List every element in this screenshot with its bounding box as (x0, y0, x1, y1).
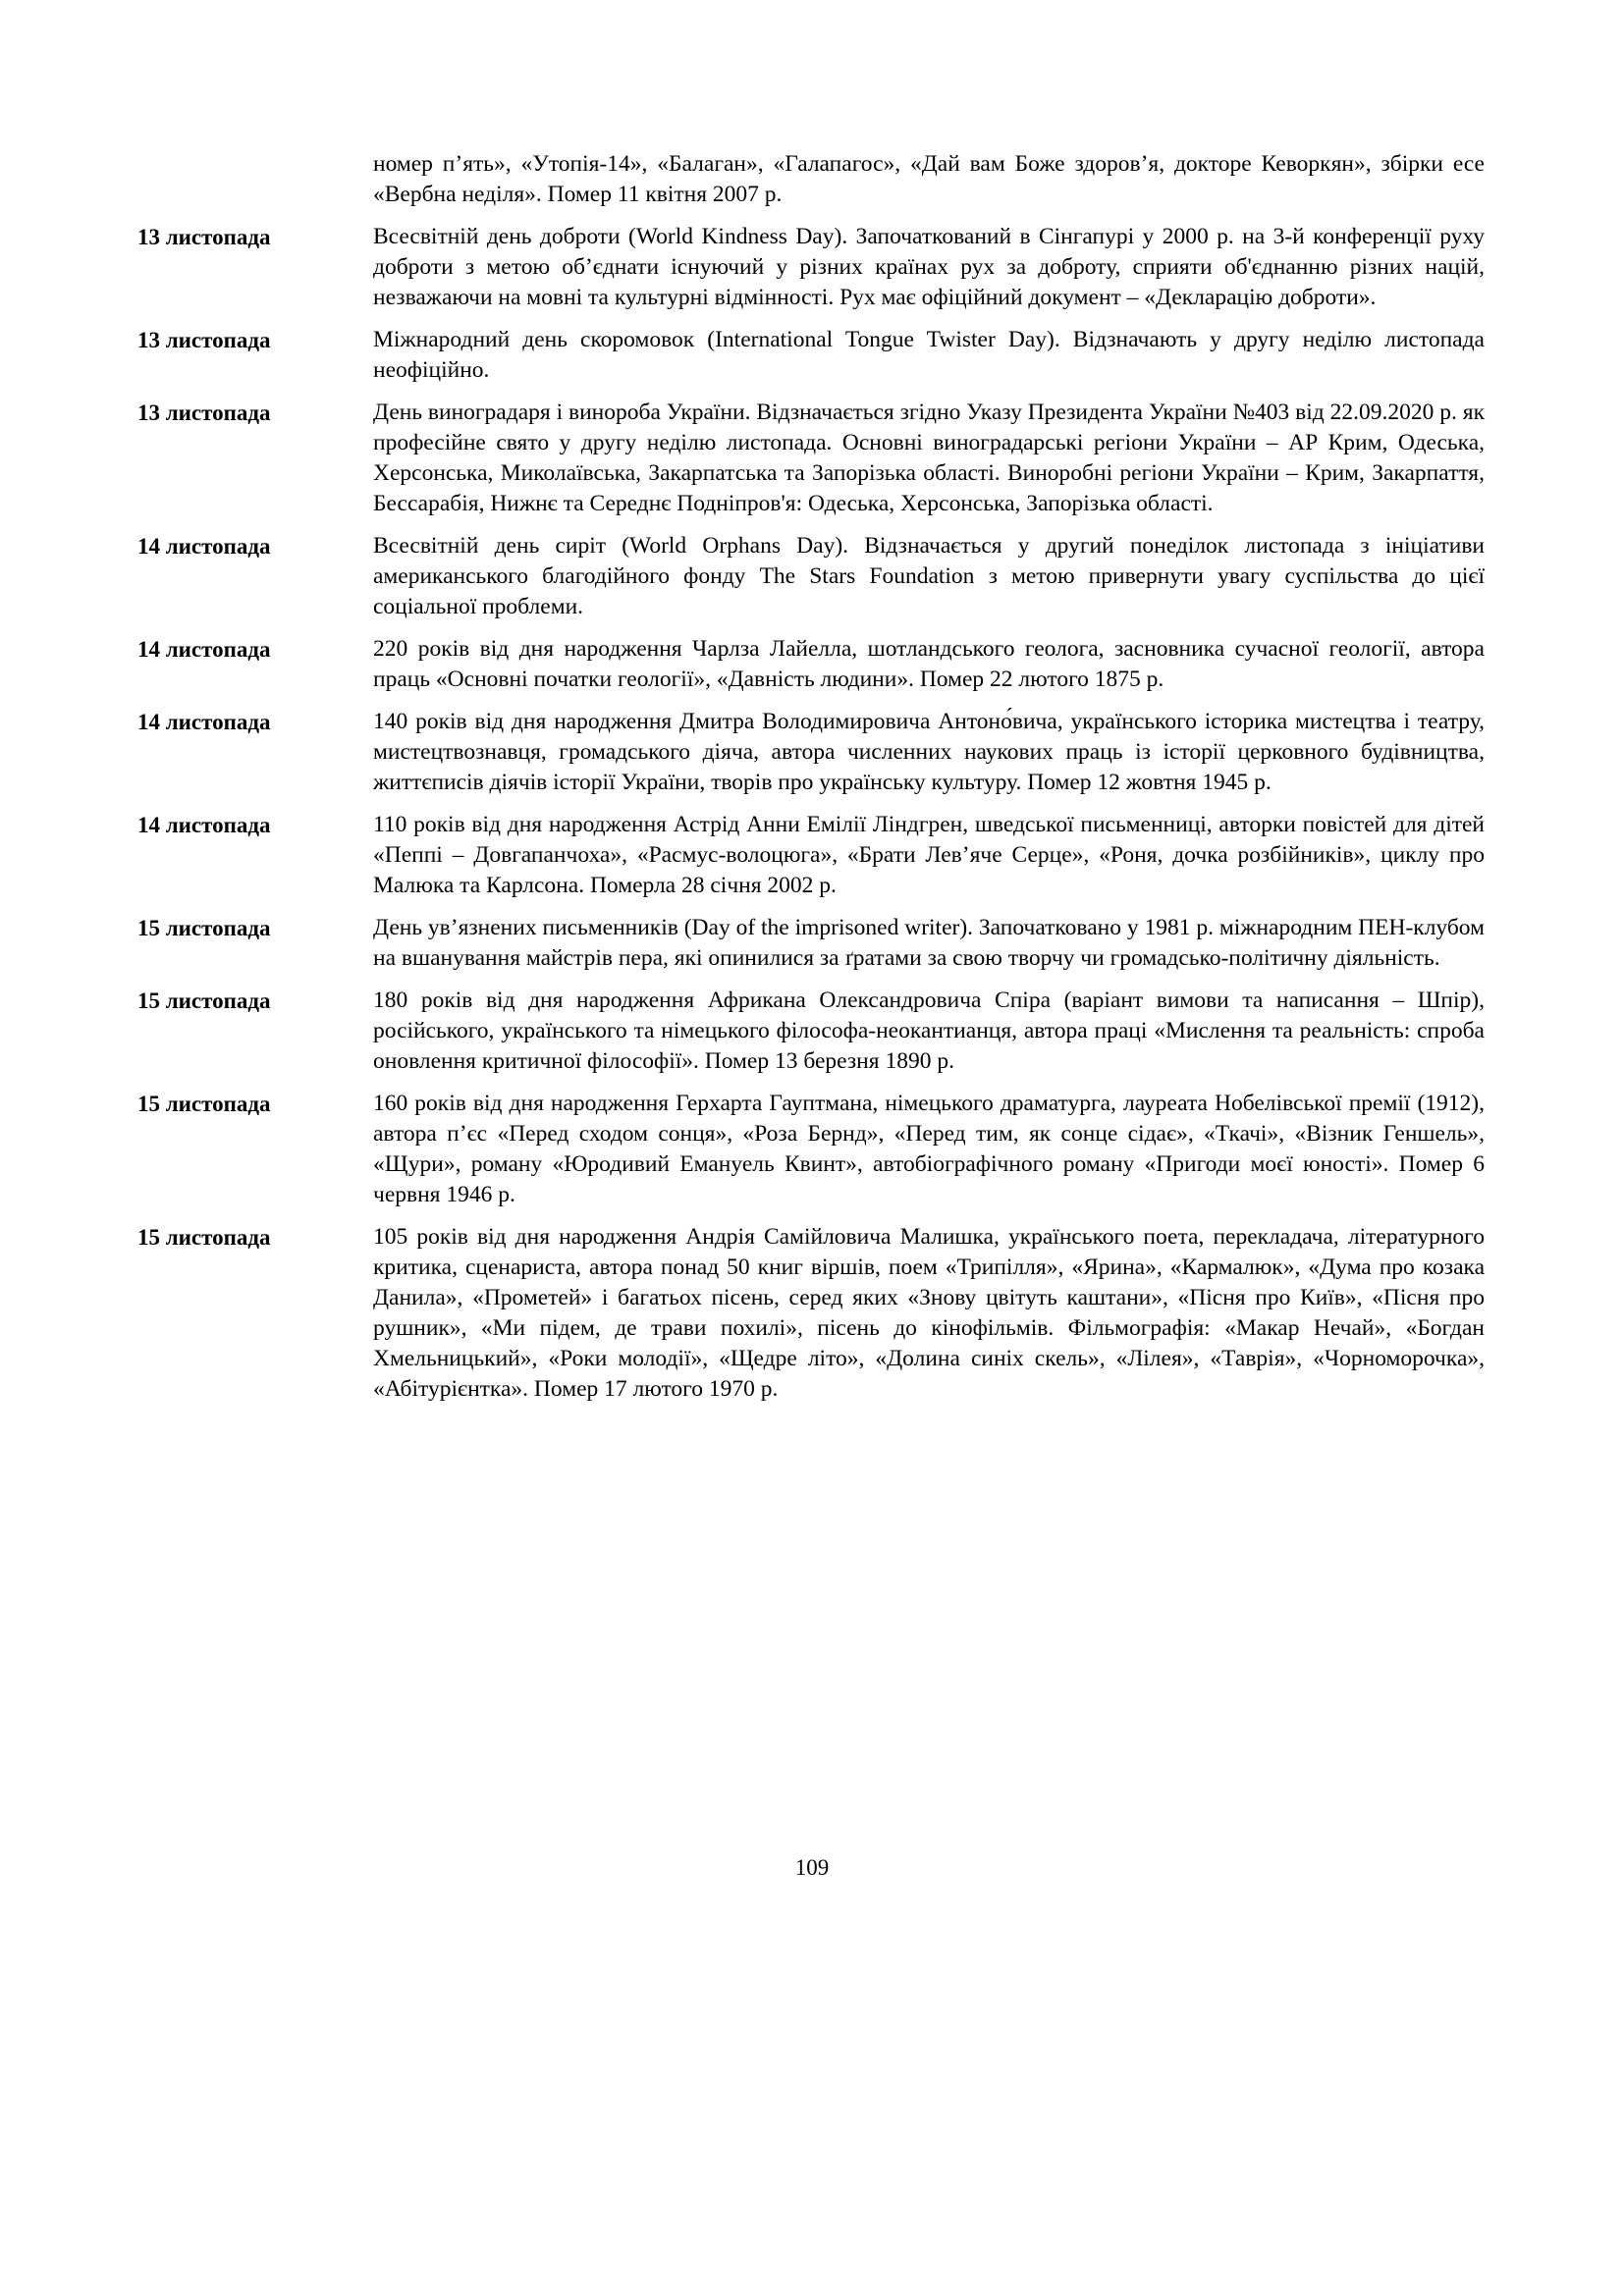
continuation-entry (137, 149, 1485, 210)
entry-date: 15 листопада (137, 1092, 271, 1116)
calendar-entry (137, 222, 1485, 313)
calendar-entry (137, 325, 1485, 386)
entry-text: номер п’ять», «Утопія-14», «Балаган», «Галапагос», «Дай вам Боже здоров’я, докторе Кеворкян», збірки есе «Вербна неділя». Помер 11 квітня 2007 р. (373, 151, 1485, 207)
entry-date: 14 листопада (137, 813, 271, 837)
calendar-entry (137, 398, 1485, 519)
calendar-entry (137, 913, 1485, 974)
entry-date: 14 листопада (137, 710, 271, 734)
entry-text: 180 років від дня народження Африкана Олександровича Спіра (варіант вимови та написання – Шпір), російського, українського та німецького філософа-неокантианця, автора праці «Мислення та реальність: спроба оновлення критичної філософії». Помер 13 березня 1890 р. (373, 988, 1485, 1074)
calendar-entry (137, 1089, 1485, 1210)
entry-date: 15 листопада (137, 916, 271, 940)
page-number: 109 (794, 1855, 830, 1880)
entry-text: Всесвітній день доброти (World Kindness Day). Започаткований в Сінгапурі у 2000 р. на 3-й конференції руху доброти з метою об’єднати існуючий у різних країнах рух за доброту, сприяти об'єднанню різних націй, незважаючи на мовні та культурні відмінності. Рух має офіційний документ – «Декларацію доброти». (373, 224, 1485, 310)
entry-date: 14 листопада (137, 534, 271, 559)
entry-date: 13 листопада (137, 225, 271, 249)
calendar-entry (137, 986, 1485, 1077)
calendar-entry (137, 531, 1485, 622)
entry-text: 220 років від дня народження Чарлза Лайелла, шотландського геолога, засновника сучасної геології, автора праць «Основні початки геології», «Давність людини». Помер 22 лютого 1875 р. (373, 636, 1485, 692)
entry-text: Всесвітній день сиріт (World Orphans Day). Відзначається у другий понеділок листопада з ініціативи американського благодійного фонду The Stars Foundation з метою привернути увагу суспільства до цієї соціальної проблеми. (373, 533, 1485, 619)
entry-text: День ув’язнених письменників (Day of the imprisoned writer). Започатковано у 1981 р. міжнародним ПЕН-клубом на вшанування майстрів пера, які опинилися за ґратами за свою творчу чи громадсько-політичну діяльність. (373, 915, 1485, 971)
calendar-entry (137, 707, 1485, 798)
calendar-entry (137, 1222, 1485, 1405)
entry-text: 140 років від дня народження Дмитра Володимировича Антоно́вича, українського історика мистецтва і театру, мистецтвознавця, громадського діяча, автора численних наукових праць із історії церковного будівництва, життєписів діячів історії України, творів про українську культуру. Помер 12 жовтня 1945 р. (373, 709, 1485, 795)
entry-text: Міжнародний день скоромовок (International Tongue Twister Day). Відзначають у другу неділю листопада неофіційно. (373, 327, 1485, 383)
calendar-list (137, 149, 1485, 1416)
entry-date: 14 листопада (137, 637, 271, 662)
entry-date: 13 листопада (137, 328, 271, 352)
entry-date: 15 листопада (137, 988, 271, 1013)
entry-date: 13 листопада (137, 400, 271, 425)
entry-text: 105 років від дня народження Андрія Самійловича Малишка, українського поета, перекладача, літературного критика, сценариста, автора понад 50 книг віршів, поем «Трипілля», «Ярина», «Кармалюк», «Дума про козака Данила», «Прометей» і багатьох пісень, серед яких «Знову цвітуть каштани», «Пісня про Київ», «Пісня про рушник», «Ми підем, де трави похилі», пісень до кінофільмів. Фільмографія: «Макар Нечай», «Богдан Хмельницький», «Роки молодії», «Щедре літо», «Долина синіх скель», «Лілея», «Таврія», «Чорноморочка», «Абітурієнтка». Помер 17 лютого 1970 р. (373, 1224, 1485, 1402)
calendar-entry (137, 634, 1485, 695)
entry-text: 160 років від дня народження Герхарта Гауптмана, німецького драматурга, лауреата Нобелівської премії (1912), автора п’єс «Перед сходом сонця», «Роза Бернд», «Перед тим, як сонце сідає», «Ткачі», «Візник Геншель», «Щури», роману «Юродивий Емануель Квинт», автобіографічного роману «Пригоди моєї юності». Помер 6 червня 1946 р. (373, 1091, 1485, 1207)
entry-date: 15 листопада (137, 1225, 271, 1250)
entry-text: 110 років від дня народження Астрід Анни Емілії Ліндгрен, шведської письменниці, авторки повістей для дітей «Пеппі – Довгапанчоха», «Расмус-волоцюга», «Брати Лев’яче Серце», «Роня, дочка розбійників», циклу про Малюка та Карлсона. Померла 28 січня 2002 р. (373, 812, 1485, 898)
entry-text: День виноградаря і винороба України. Відзначається згідно Указу Президента України №403 від 22.09.2020 р. як професійне свято у другу неділю листопада. Основні виноградарські регіони України – АР Крим, Одеська, Херсонська, Миколаївська, Закарпатська та Запорізька області. Виноробні регіони України – Крим, Закарпаття, Бессарабія, Нижнє та Середнє Подніпров'я: Одеська, Херсонська, Запорізька області. (373, 400, 1485, 516)
calendar-entry (137, 810, 1485, 901)
